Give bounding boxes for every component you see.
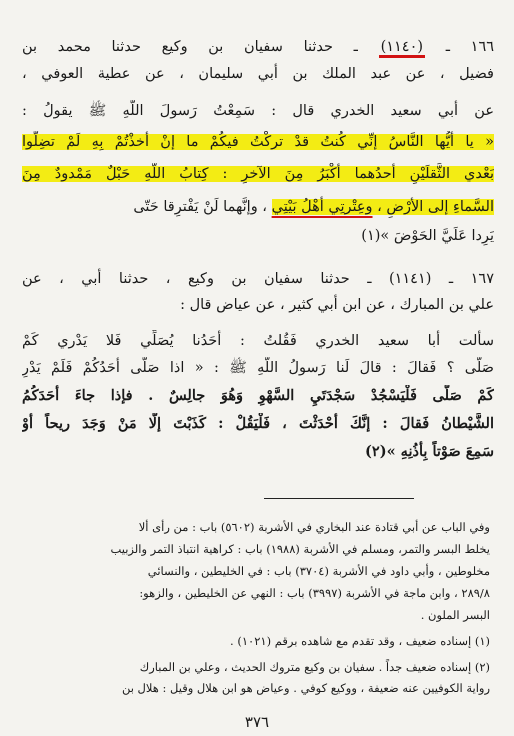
hadith-166-header: ١٦٦ ـ (١١٤٠) ـ حدثنا سفيان بن وكيع حدثنا محمد بن xyxy=(22,36,494,58)
text-line: صَلَّى ؟ فَقالَ : قالَ لَنا رَسولُ اللَّهِ ﷺ : « اذا صَلَّى أحَدُكُمْ فَلَمْ يَدْرِ xyxy=(22,360,494,376)
highlighted-text: بَعْدي الثَّقلَيْنِ أحدُهما أكْبَرُ مِنَ الآخرِ : كِتابُ اللَّهِ حَبْلٌ مَمْدودٌ مِنَ xyxy=(22,166,494,182)
hadith-reference-number: (١١٤٠) xyxy=(379,39,426,58)
footnote-line: رواية الكوفيين عنه ضعيفة ، ووكيع كوفي . وعياض هو ابن هلال وقيل : هلال بن xyxy=(121,681,490,695)
underlined-highlighted-text: وعِتْرتِي أهْلُ بَيْتِي xyxy=(271,199,373,215)
highlighted-text: السَّماءِ إلى الأرْضِ ، xyxy=(377,199,494,215)
text-line: السَّماءِ إلى الأرْضِ ، وعِتْرتِي أهْلُ بَيْتِي ، وإنَّهما لَنْ يَفْترِقا حَتّى xyxy=(133,199,494,215)
text-line: الشَّيْطانُ فَقالَ : إنَّكَ أحْدَثْتَ ، فَلْيَقُلْ : كَذَبْتَ إلّا مَنْ وَجَدَ ريحاً أوْ xyxy=(22,415,494,432)
text-line: عن أبي سعيد الخدري قال : سَمِعْتُ رَسولَ اللَّهِ ﷺ يقولُ : xyxy=(22,103,494,119)
text-line: كَمْ صَلَّى فَلْيَسْجُدْ سَجْدَتَيِ السَّهْوِ وَهُوَ جالِسٌ . فإذا جاءَ أحَدَكُمُ xyxy=(22,387,494,404)
hadith-167-header: ١٦٧ ـ (١١٤١) ـ حدثنا سفيان بن وكيع ، حدثنا أبي ، عن xyxy=(22,271,494,287)
footnote-line: وفي الباب عن أبي قتادة عند البخاري في الأشربة (٥٦٠٢) باب : من رأى ألا xyxy=(138,520,490,534)
hadith-number: ١٦٦ xyxy=(470,39,494,55)
text-line xyxy=(22,163,494,185)
highlighted-text: « يا أيُّها النَّاسُ إنِّي كُنتُ قدْ تركْتُ فيكُمْ ما إنْ أخذْتُمْ بِهِ لَمْ تضِلُّوا xyxy=(22,134,494,150)
text-line: يَرِدا عَلَيَّ الحَوْضَ »(١) xyxy=(361,228,494,244)
text-line: علي بن المبارك ، عن ابن أبي كثير ، عن عياض قال : xyxy=(180,297,494,313)
text-line: سَمِعَ صَوْتاً بِأُذُنِهِ »(٢) xyxy=(365,443,494,460)
footnote-line: ٢٨٩/٨ ، وابن ماجة في الأشربة (٣٩٩٧) باب : النهي عن الخليطين ، والزهو: xyxy=(139,586,490,600)
text-line: سألت أبا سعيد الخدري فَقُلتُ : أحَدُنا يُصَلِّي فَلا يَدْري كَمْ xyxy=(22,333,494,349)
page-number: ٣٧٦ xyxy=(244,713,270,731)
text-line: فضيل ، عن عبد الملك بن أبي سليمان ، عن عطية العوفي ، xyxy=(22,66,494,82)
footnote-2: (٢) إسناده ضعيف جداً . سفيان بن وكيع متروك الحديث ، وعلي بن المبارك xyxy=(139,660,490,674)
footnote-line: البسر الملون . xyxy=(420,608,490,622)
footnote-1: (١) إسناده ضعيف ، وقد تقدم مع شاهده برقم (١٠٢١) . xyxy=(230,634,490,648)
footnote-line: يخلط البسر والتمر، ومسلم في الأشربة (١٩٨٨) باب : كراهية انتباذ التمر والزبيب xyxy=(110,542,490,556)
text-line xyxy=(22,131,494,153)
footnote-line: مخلوطين ، وأبي داود في الأشربة (٣٧٠٤) باب : في الخليطين ، والنسائي xyxy=(147,564,490,578)
footnote-divider xyxy=(264,498,414,499)
